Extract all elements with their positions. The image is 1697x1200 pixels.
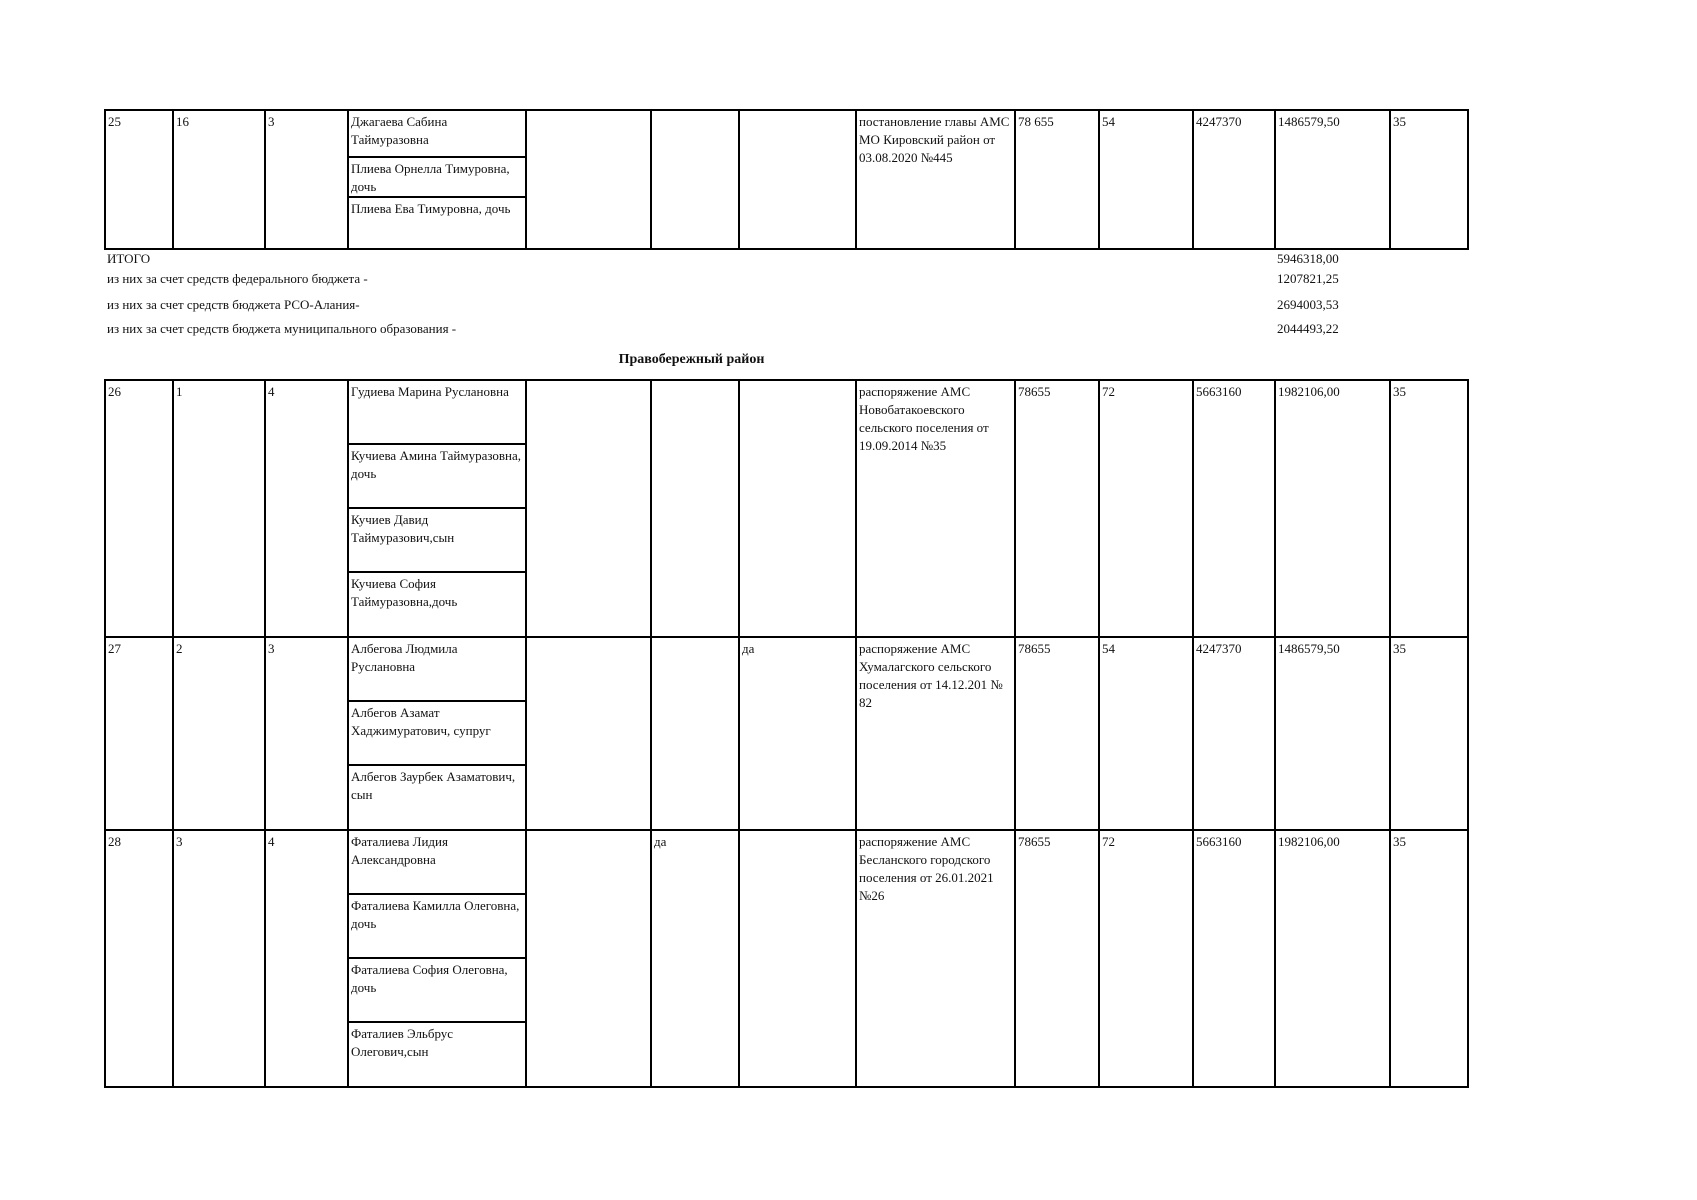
subsidy-percent: 35	[1390, 110, 1468, 249]
decision-document: распоряжение АМС Бесланского городского поселения от 26.01.2021 №26	[856, 830, 1015, 1087]
family-member: Кучиев Давид Таймуразович,сын	[349, 509, 525, 573]
queue-number: 1	[173, 380, 265, 637]
family-member: Албегов Азамат Хаджимуратович, супруг	[349, 702, 525, 766]
total-cost: 4247370	[1193, 637, 1275, 830]
subsidy-amount: 1982106,00	[1275, 380, 1390, 637]
decision-document: постановление главы АМС МО Кировский район от 03.08.2020 №445	[856, 110, 1015, 249]
total-line	[107, 250, 1367, 268]
family-size: 4	[265, 380, 348, 637]
family-members	[348, 637, 526, 830]
row-number: 25	[105, 110, 173, 249]
family-size: 3	[265, 110, 348, 249]
price-per-sqm: 78655	[1015, 380, 1099, 637]
family-member: Албегов Заурбек Азаматович, сын	[351, 769, 516, 802]
table-row	[105, 380, 1468, 637]
queue-number: 2	[173, 637, 265, 830]
area: 72	[1099, 830, 1193, 1087]
family-member: Фаталиева София Олеговна, дочь	[349, 959, 525, 1023]
subsidy-amount: 1982106,00	[1275, 830, 1390, 1087]
cell-col7	[739, 110, 856, 249]
federal-label: из них за счет средств федерального бюджета -	[107, 271, 368, 286]
cell-col6	[651, 637, 739, 830]
cell-col5	[526, 380, 651, 637]
table-row	[105, 830, 1468, 1087]
family-members	[348, 110, 526, 249]
cell-col7	[739, 380, 856, 637]
section-title: Правобережный район	[618, 352, 765, 367]
area: 54	[1099, 110, 1193, 249]
family-size: 4	[265, 830, 348, 1087]
itogo-label: ИТОГО	[107, 251, 151, 266]
subsidy-amount: 1486579,50	[1275, 637, 1390, 830]
cell-col5	[526, 637, 651, 830]
family-member: Плиева Ева Тимуровна, дочь	[351, 201, 511, 216]
total-cost: 5663160	[1193, 380, 1275, 637]
subsidy-percent: 35	[1390, 380, 1468, 637]
cell-col6	[651, 110, 739, 249]
row-number: 26	[105, 380, 173, 637]
area: 72	[1099, 380, 1193, 637]
family-member: Фаталиева Лидия Александровна	[349, 831, 525, 895]
cell-col5	[526, 830, 651, 1087]
municipal-label: из них за счет средств бюджета муниципального образования -	[107, 321, 457, 336]
cell-col6	[651, 380, 739, 637]
cell-col7: да	[739, 637, 856, 830]
queue-number: 3	[173, 830, 265, 1087]
subsidy-percent: 35	[1390, 637, 1468, 830]
family-size: 3	[265, 637, 348, 830]
total-cost: 5663160	[1193, 830, 1275, 1087]
decision-document: распоряжение АМС Новобатакоевского сельского поселения от 19.09.2014 №35	[856, 380, 1015, 637]
family-member: Албегова Людмила Руслановна	[349, 638, 525, 702]
top-beneficiary-table	[104, 109, 1469, 250]
price-per-sqm: 78655	[1015, 830, 1099, 1087]
subsidy-amount: 1486579,50	[1275, 110, 1390, 249]
republic-value: 2694003,53	[1277, 297, 1339, 312]
family-member: Фаталиева Камилла Олеговна, дочь	[349, 895, 525, 959]
area: 54	[1099, 637, 1193, 830]
decision-document: распоряжение АМС Хумалагского сельского поселения от 14.12.201 № 82	[856, 637, 1015, 830]
table-row	[105, 637, 1468, 830]
queue-number: 16	[173, 110, 265, 249]
family-member: Джагаева Сабина Таймуразовна	[349, 111, 525, 158]
cell-col7	[739, 830, 856, 1087]
federal-value: 1207821,25	[1277, 271, 1339, 286]
subsidy-percent: 35	[1390, 830, 1468, 1087]
family-members	[348, 830, 526, 1087]
municipal-line	[107, 320, 1367, 338]
itogo-value: 5946318,00	[1277, 251, 1339, 266]
price-per-sqm: 78 655	[1015, 110, 1099, 249]
main-beneficiary-table	[104, 379, 1469, 1088]
republic-label: из них за счет средств бюджета РСО-Алания-	[107, 297, 360, 312]
federal-line	[107, 270, 1367, 288]
cell-col5	[526, 110, 651, 249]
row-number: 27	[105, 637, 173, 830]
cell-col6: да	[651, 830, 739, 1087]
municipal-value: 2044493,22	[1277, 321, 1339, 336]
total-cost: 4247370	[1193, 110, 1275, 249]
row-number: 28	[105, 830, 173, 1087]
family-member: Гудиева Марина Руслановна	[349, 381, 525, 445]
family-member: Кучиева София Таймуразовна,дочь	[351, 576, 458, 609]
family-member: Плиева Орнелла Тимуровна, дочь	[349, 158, 525, 198]
table-row	[105, 110, 1468, 249]
family-member: Кучиева Амина Таймуразовна, дочь	[349, 445, 525, 509]
price-per-sqm: 78655	[1015, 637, 1099, 830]
republic-line	[107, 296, 1367, 314]
family-members	[348, 380, 526, 637]
family-member: Фаталиев Эльбрус Олегович,сын	[351, 1026, 454, 1059]
